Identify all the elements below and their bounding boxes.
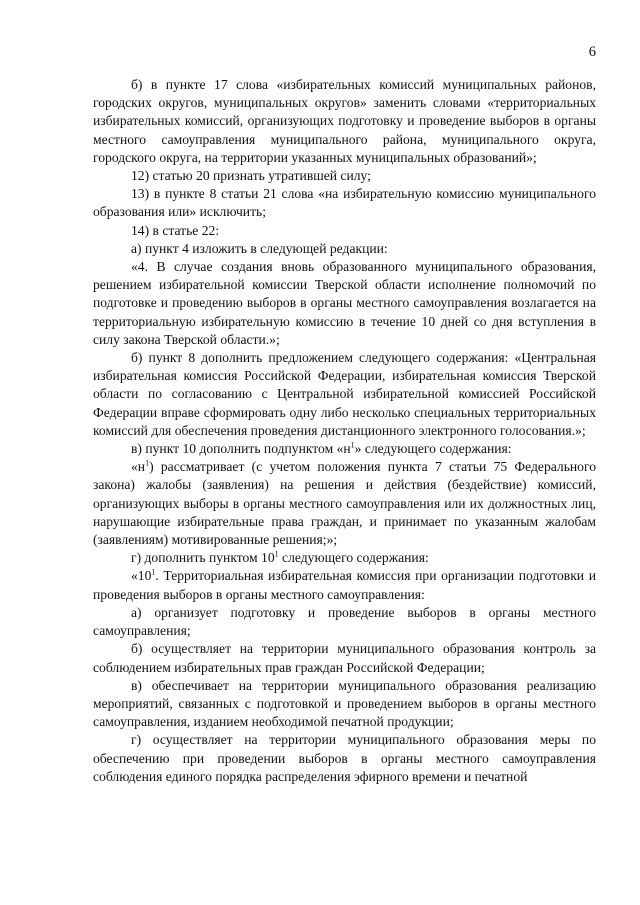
paragraph: 14) в статье 22: [131,222,220,238]
paragraph: б) пункт 8 дополнить предложением следующего содержания: «Центральная избирательная комиссия Российской Федерации, избирательная комиссия Тверской области по согласованию с Центральной избирательной комиссией Российской Федерации вправе сформировать одну либо несколько специальных территориальных комиссий для обеспечения проведения дистанционного электронного голосования.»; [93,350,596,438]
paragraph: в) обеспечивает на территории муниципального образования реализацию мероприятий, связанных с подготовкой и проведением выборов в органы местного самоуправления, изданием необходимой печатной продукции; [93,677,596,730]
paragraph: «$н^1$) рассматривает (с учетом положения пункта 7 статьи 75 Федерального закона) жалобы (заявления) на решения и действия (бездействие) комиссий, организующих выборы в органы местного самоуправления или их должностных лиц, нарушающие избирательные права граждан, и принимает по указанным жалобам (заявлениям) мотивированные решения;»; [93,458,596,548]
paragraph: г) осуществляет на территории муниципального образования меры по обеспечению при проведении выборов в органы местного самоуправления соблюдения единого порядка распределения эфирного времени и печатной [93,732,596,784]
superscript: 1 [151,567,156,577]
superscript: 1 [350,440,355,450]
paragraph: в) пункт 10 дополнить подпунктом «$н^1$» следующего содержания: [131,440,512,457]
paragraph: а) пункт 4 изложить в следующей редакции: [131,240,388,256]
paragraph: «$10^1$. Территориальная избирательная комиссия при организации подготовки и проведения выборов в органы местного самоуправления: [93,567,596,602]
paragraph: а) организует подготовку и проведение выборов в органы местного самоуправления; [93,604,596,639]
superscript: 1 [274,549,279,559]
paragraph: 12) статью 20 признать утратившей силу; [131,168,371,184]
paragraph: б) осуществляет на территории муниципального образования контроль за соблюдением избирательных прав граждан Российской Федерации; [93,641,596,675]
paragraph: г) дополнить пунктом $10^1$ следующего содержания: [131,549,429,566]
paragraph: б) в пункте 17 слова «избирательных комиссий муниципальных районов, городских округов, муниципальных округов» заменить словами «территориальных избирательных комиссий, организующих подготовку и проведение выборов в органы местного самоуправления муниципального района, муниципального округа, городского округа, на территории указанных муниципальных образований»; [93,77,596,165]
superscript: 1 [145,458,150,468]
page-number: 6 [588,44,596,60]
document-body [93,76,596,786]
paragraph: 13) в пункте 8 статьи 21 слова «на избирательную комиссию муниципального образования или» исключить; [93,186,596,220]
paragraph: «4. В случае создания вновь образованного муниципального образования, решением избирательной комиссии Тверской области исполнение полномочий по подготовке и проведению выборов в органы местного самоуправления возлагается на территориальную избирательную комиссию в течение 10 дней со дня вступления в силу закона Тверской области.»; [93,259,596,347]
